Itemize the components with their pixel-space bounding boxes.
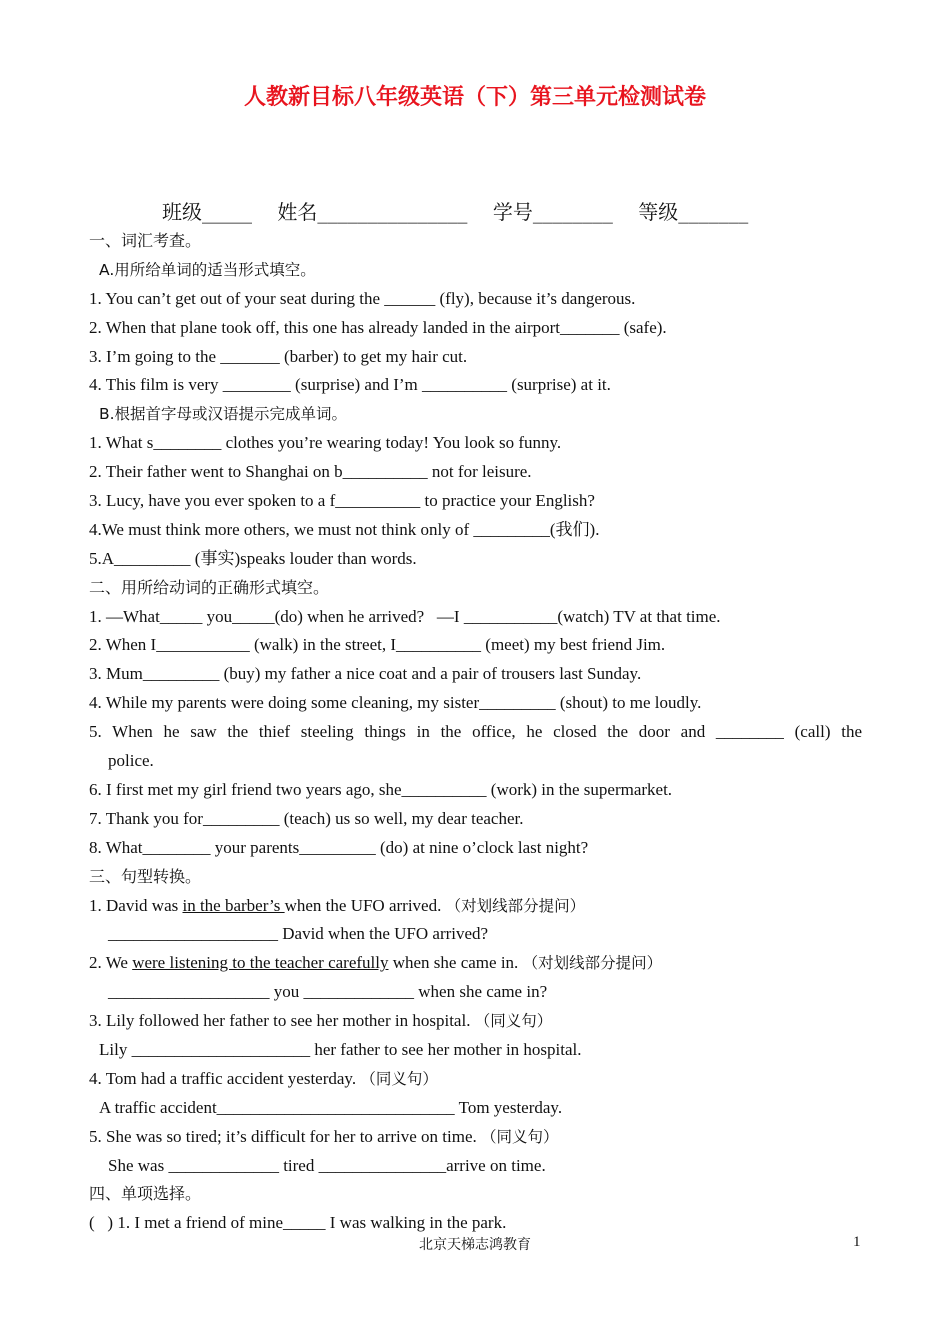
question-2-7: 7. Thank you for_________ (teach) us so well, my dear teacher.: [89, 808, 524, 828]
question-3-4: [89, 1065, 862, 1094]
question-3-4-answer: A traffic accident____________________________ Tom yesterday.: [99, 1097, 563, 1117]
question-3-2-underlined: were listening to the teacher carefully: [132, 953, 389, 973]
question-4-1: ( ) 1. I met a friend of mine_____ I was walking in the park.: [89, 1213, 507, 1233]
question-3-1-underlined: in the barber’s: [182, 895, 285, 915]
question-3-2-text: 2. We: [89, 953, 133, 973]
question-3-3-note: （同义句）: [474, 1012, 553, 1031]
question-1a-1: 1. You can’t get out of your seat during the ______ (fly), because it’s dangerous.: [89, 288, 636, 308]
question-1b-1: 1. What s________ clothes you’re wearing today! You look so funny.: [89, 433, 562, 453]
question-2-5-continued: police.: [108, 751, 154, 771]
question-3-3-text: 3. Lily followed her father to see her mother in hospital.: [89, 1011, 475, 1031]
question-3-1-answer: ____________________ David when the UFO arrived?: [108, 924, 489, 944]
question-3-2-answer: ___________________ you _____________ when she came in?: [108, 982, 548, 1002]
question-2-8: 8. What________ your parents_________ (do) at nine o’clock last night?: [89, 837, 589, 857]
section-4-heading: 四、单项选择。: [89, 1184, 202, 1204]
question-1a-4: 4. This film is very ________ (surprise) and I’m __________ (surprise) at it.: [89, 375, 611, 395]
question-2-6: 6. I first met my girl friend two years ago, she__________ (work) in the supermarket.: [89, 779, 673, 799]
question-3-2-note: （对划线部分提问）: [522, 954, 663, 973]
question-3-4-text: 4. Tom had a traffic accident yesterday.: [89, 1068, 361, 1088]
question-2-2: 2. When I___________ (walk) in the street, I__________ (meet) my best friend Jim.: [89, 635, 666, 655]
question-3-1-text: 1. David was: [89, 895, 183, 915]
page-footer: 北京天梯志鸿教育: [419, 1237, 531, 1253]
question-1b-2: 2. Their father went to Shanghai on b__________ not for leisure.: [89, 462, 532, 482]
section-1-heading: 一、词汇考查。: [89, 231, 202, 250]
question-3-5-answer: She was _____________ tired _______________arrive on time.: [108, 1155, 546, 1175]
question-3-3: [89, 1007, 862, 1036]
question-2-3: 3. Mum_________ (buy) my father a nice coat and a pair of trousers last Sunday.: [89, 664, 642, 684]
question-3-4-note: （同义句）: [360, 1069, 438, 1088]
question-1a-2: 2. When that plane took off, this one has already landed in the airport_______ (safe).: [89, 317, 667, 337]
section-3-heading: 三、句型转换。: [89, 866, 202, 886]
question-3-5-text: 5. She was so tired; it’s difficult for her to arrive on time.: [89, 1126, 482, 1146]
question-2-4: 4. While my parents were doing some cleaning, my sister_________ (shout) to me loudly.: [89, 693, 702, 713]
student-info-line: 班级_____ 姓名_______________ 学号________ 等级_______: [162, 200, 749, 224]
question-3-5-note: （同义句）: [481, 1127, 559, 1146]
question-3-1: [89, 892, 862, 921]
section-1-part-b-instruction: B.根据首字母或汉语提示完成单词。: [99, 405, 348, 424]
question-1b-4: 4.We must think more others, we must not think only of _________(我们).: [89, 519, 600, 539]
question-3-5: [89, 1123, 862, 1152]
section-1-part-a-instruction: A.用所给单词的适当形式填空。: [99, 260, 316, 279]
page-title: 人教新目标八年级英语（下）第三单元检测试卷: [243, 85, 706, 110]
exam-content: [89, 227, 862, 1238]
question-1b-5: 5.A_________ (事实)speaks louder than words.: [89, 548, 417, 568]
question-2-5: 5. When he saw the thief steeling things in the office, he closed the door and ________ (call) the: [89, 722, 862, 742]
question-1a-3: 3. I’m going to the _______ (barber) to get my hair cut.: [89, 346, 468, 366]
question-3-1-text-end: when the UFO arrived.: [284, 895, 446, 915]
question-3-3-answer: Lily _____________________ her father to see her mother in hospital.: [99, 1039, 582, 1059]
question-3-2: [89, 949, 862, 978]
question-1b-3: 3. Lucy, have you ever spoken to a f__________ to practice your English?: [89, 491, 595, 511]
question-2-1: 1. —What_____ you_____(do) when he arrived? —I ___________(watch) TV at that time.: [89, 606, 721, 626]
question-3-2-text-end: when she came in.: [388, 953, 523, 973]
section-2-heading: 二、用所给动词的正确形式填空。: [89, 577, 330, 597]
page-number: 1: [853, 1234, 861, 1250]
question-3-1-note: （对划线部分提问）: [445, 896, 586, 915]
